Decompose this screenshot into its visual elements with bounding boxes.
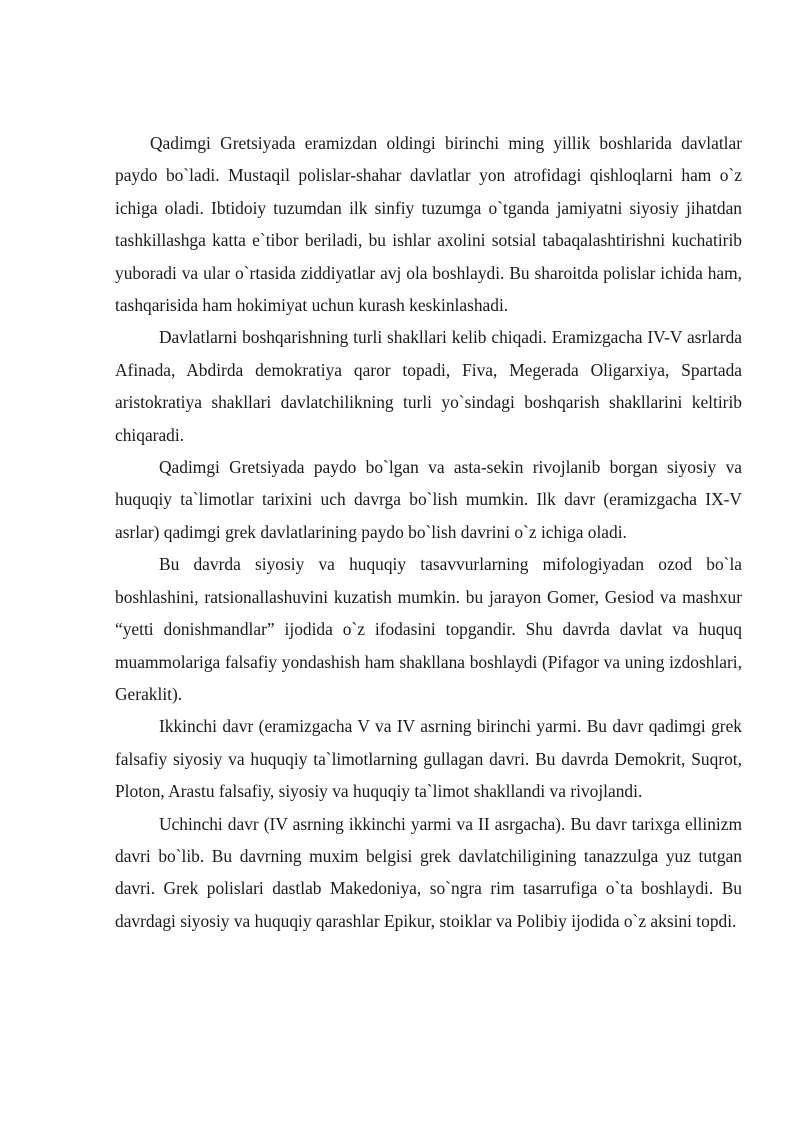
document-body — [115, 127, 742, 937]
paragraph: Qadimgi Gretsiyada paydo bo`lgan va asta-sekin rivojlanib borgan siyosiy va huquqiy ta`limotlar tarixini uch davrga bo`lish mumkin. Ilk davr (eramizgacha IX-V asrlar) qadimgi grek davlatlarining paydo bo`lish davrini o`z ichiga oladi. — [115, 457, 742, 542]
paragraph: Davlatlarni boshqarishning turli shakllari kelib chiqadi. Eramizgacha IV-V asrlarda Afinada, Abdirda demokratiya qaror topadi, Fiva, Megerada Oligarxiya, Spartada aristokratiya shakllari davlatchilikning turli yo`sindagi boshqarish shakllarini keltirib chiqaradi. — [115, 327, 742, 445]
paragraph: Uchinchi davr (IV asrning ikkinchi yarmi va II asrgacha). Bu davr tarixga ellinizm davri bo`lib. Bu davrning muxim belgisi grek davlatchiligining tanazzulga yuz tutgan davri. Grek polislari dastlab Makedoniya, so`ngra rim tasarrufiga o`ta boshlaydi. Bu davrdagi siyosiy va huquqiy qarashlar Epikur, stoiklar va Polibiy ijodida o`z aksini topdi. — [115, 813, 742, 931]
paragraph: Bu davrda siyosiy va huquqiy tasavvurlarning mifologiyadan ozod bo`la boshlashini, ratsionallashuvini kuzatish mumkin. bu jarayon Gomer, Gesiod va mashxur “yetti donishmandlar” ijodida o`z ifodasini topgandir. Shu davrda davlat va huquq muammolariga falsafiy yondashish ham shakllana boshlaydi (Pifagor va uning izdoshlari, Geraklit). — [115, 554, 742, 704]
paragraph: Qadimgi Gretsiyada eramizdan oldingi birinchi ming yillik boshlarida davlatlar paydo bo`ladi. Mustaqil polislar-shahar davlatlar yon atrofidagi qishloqlarni ham o`z ichiga oladi. Ibtidoiy tuzumdan ilk sinfiy tuzumga o`tganda jamiyatni siyosiy jihatdan tashkillashga katta e`tibor beriladi, bu ishlar axolini sotsial tabaqalashtirishni kuchatirib yuboradi va ular o`rtasida ziddiyatlar avj ola boshlaydi. Bu sharoitda polislar ichida ham, tashqarisida ham hokimiyat uchun kurash keskinlashadi. — [115, 133, 742, 316]
paragraph: Ikkinchi davr (eramizgacha V va IV asrning birinchi yarmi. Bu davr qadimgi grek falsafiy siyosiy va huquqiy ta`limotlarning gullagan davri. Bu davrda Demokrit, Suqrot, Ploton, Arastu falsafiy, siyosiy va huquqiy ta`limot shakllandi va rivojlandi. — [115, 716, 742, 802]
